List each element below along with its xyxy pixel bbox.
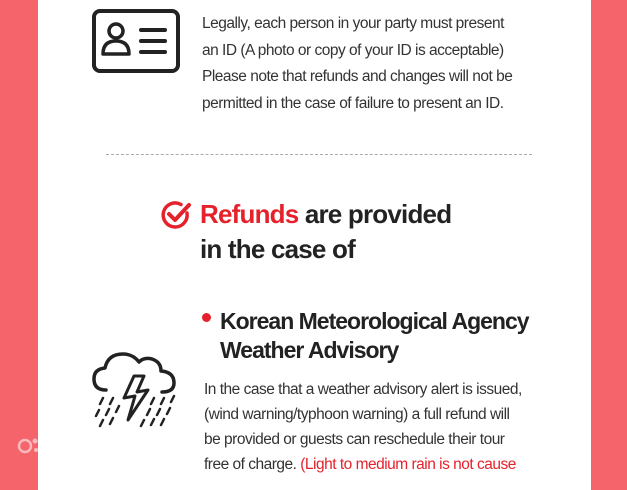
advisory-line: In the case that a weather advisory alert is issued, [204,381,522,398]
storm-cloud-icon [88,346,183,428]
id-text-line: Please note that refunds and changes will not be [202,68,513,85]
watermark-logo-icon [16,435,42,457]
advisory-title-line2: Weather Advisory [220,337,399,363]
info-card [38,0,591,490]
id-text-line: an ID (A photo or copy of your ID is acceptable) [202,41,504,59]
advisory-last-line [204,452,574,477]
checkmark-circle-icon [160,199,192,231]
refunds-heading-line2: in the case of [200,234,355,264]
id-card-icon [91,8,181,74]
advisory-line: be provided or guests can reschedule their tour [204,431,505,448]
dashed-divider [106,154,532,155]
advisory-title-line1: Korean Meteorological Agency [220,308,529,334]
id-text-line: permitted in the case of failure to present an ID. [202,94,504,112]
advisory-line: (wind warning/typhoon warning) a full refund will [204,406,510,423]
advisory-last-red: (Light to medium rain is not cause [300,456,516,473]
bullet-dot [202,313,211,322]
id-requirement-text [202,11,562,117]
id-text-line: Legally, each person in your party must present [202,15,504,32]
refunds-heading-rest: are provided [298,199,452,229]
advisory-last-plain: free of charge. [204,456,301,473]
refunds-highlight: Refunds [200,199,299,229]
advisory-title [220,307,529,365]
advisory-description [204,377,574,477]
refunds-heading [200,197,451,267]
